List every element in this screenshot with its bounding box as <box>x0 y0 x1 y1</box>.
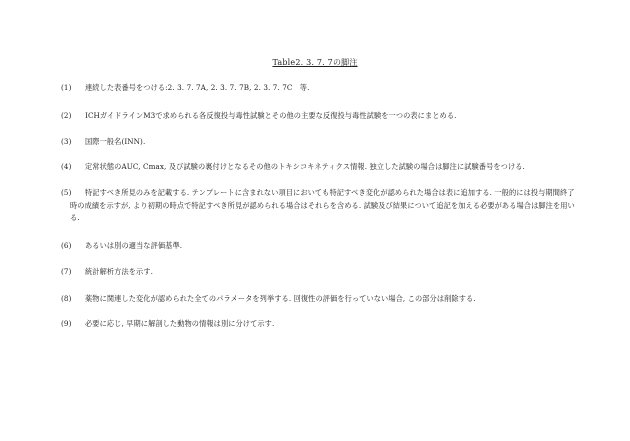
footnote-number: (4) <box>61 162 72 171</box>
footnote-text: あるいは別の適当な評価基準. <box>85 241 183 250</box>
footnote-4 <box>61 161 581 174</box>
footnote-2 <box>61 110 581 123</box>
footnote-number: (5) <box>61 188 72 197</box>
footnote-number: (7) <box>61 267 72 276</box>
footnote-number: (3) <box>61 137 72 146</box>
footnote-8 <box>61 293 581 306</box>
footnote-number: (8) <box>61 294 72 303</box>
footnote-3 <box>61 136 581 149</box>
footnote-text: 国際一般名(INN). <box>85 137 146 146</box>
footnote-text: 定常状態のAUC, Cmax, 及び試験の裏付けとなるその他のトキシコキネティクス情報. 独立した試験の場合は脚注に試験番号をつける. <box>85 162 525 171</box>
footnote-text: ICHガイドラインM3で求められる各反復投与毒性試験とその他の主要な反復投与毒性試験を一つの表にまとめる. <box>85 111 457 120</box>
footnote-text: 必要に応じ, 早期に解剖した動物の情報は別に分けて示す. <box>85 319 275 328</box>
footnote-text: 薬物に関連した変化が認められた全てのパラメータを列挙する. 回復性の評価を行っていない場合, この部分は削除する. <box>85 294 476 303</box>
footnote-7 <box>61 266 581 279</box>
footnote-number: (1) <box>61 83 72 92</box>
footnote-number: (2) <box>61 111 72 120</box>
footnote-text: 連続した表番号をつける:2. 3. 7. 7A, 2. 3. 7. 7B, 2. 3. 7. 7C 等. <box>85 83 310 92</box>
footnote-text: 特記すべき所見のみを記載する. テンプレートに含まれない項目においても特記すべき変化が認められた場合は表に追加する. 一般的には投与期間終了時の成績を示すが, より初期の時点で特記すべき所見が認められる場合はそれらを含める. 試験及び結果について追記を加える必要がある場合は脚注を用いる. <box>70 188 575 222</box>
footnotes-title: Table2. 3. 7. 7の脚注 <box>272 58 358 67</box>
footnote-number: (9) <box>61 319 72 328</box>
footnote-9 <box>61 318 581 331</box>
footnote-text: 統計解析方法を示す. <box>85 267 153 276</box>
footnote-number: (6) <box>61 241 72 250</box>
footnote-1 <box>61 82 581 95</box>
footnote-6 <box>61 240 581 253</box>
footnote-5 <box>61 187 581 225</box>
